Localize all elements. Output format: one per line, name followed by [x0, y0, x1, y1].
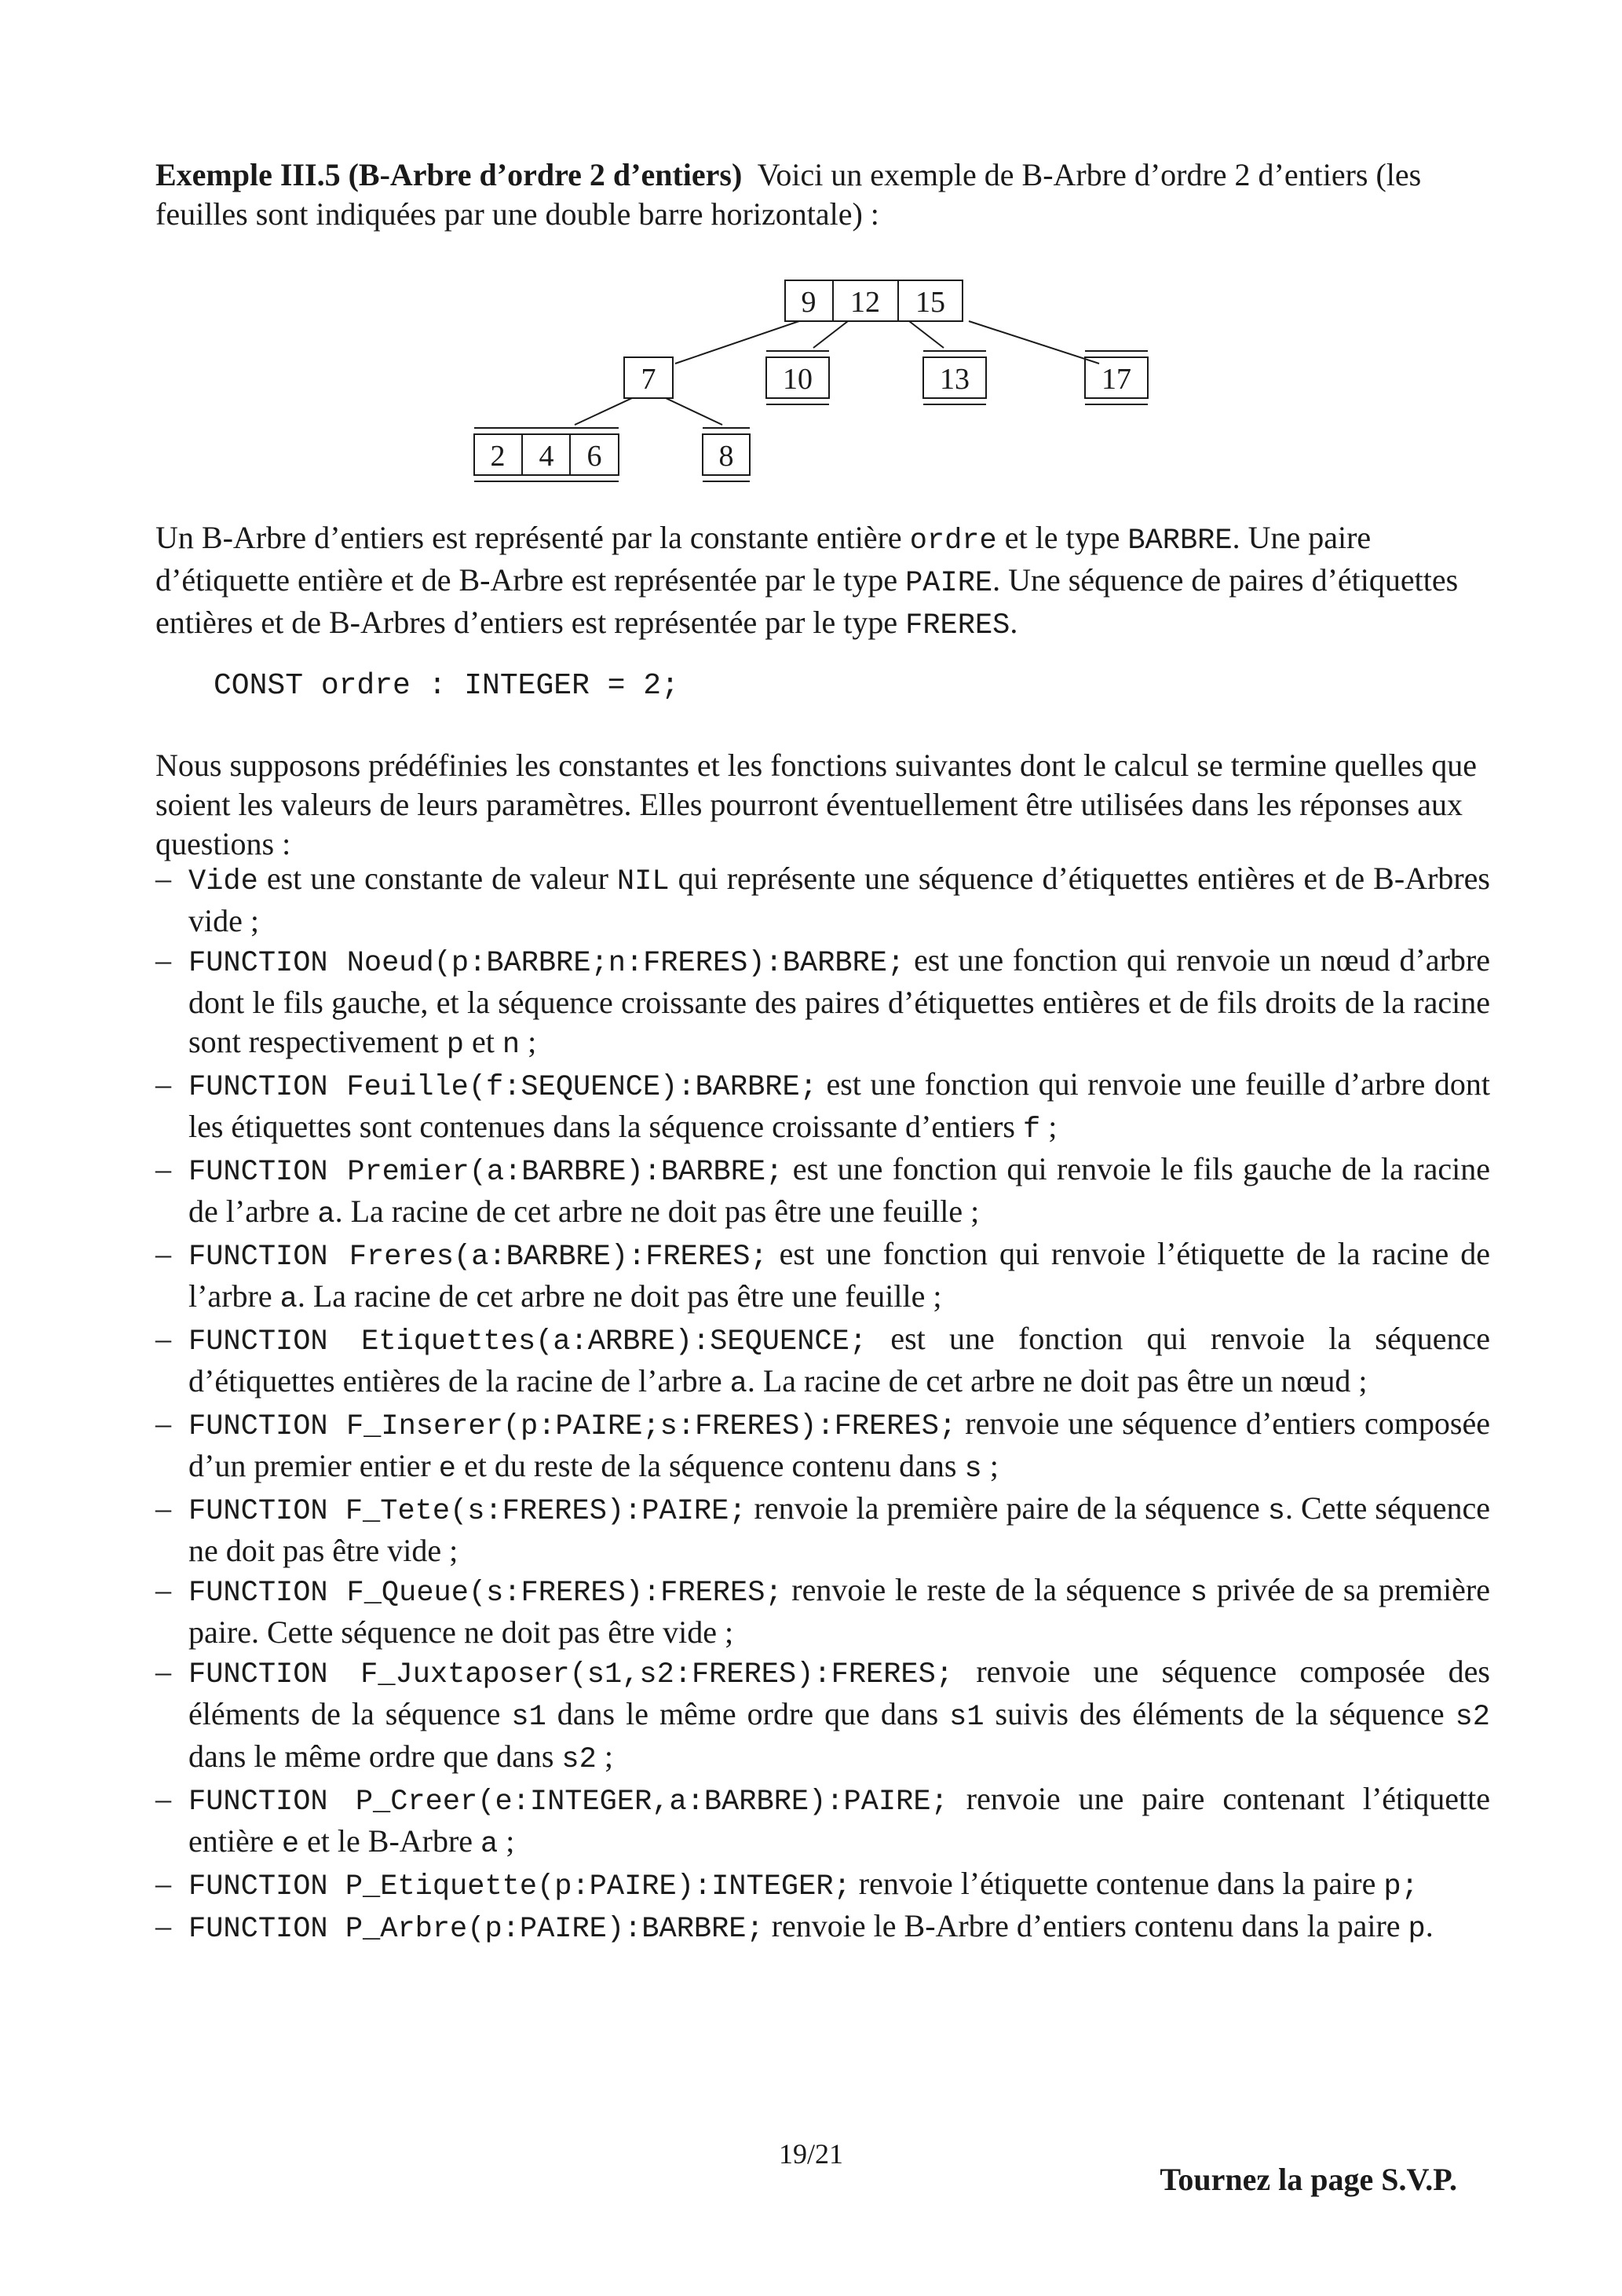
def-f-juxtaposer: – FUNCTION F_Juxtaposer(s1,s2:FRERES):FRERES; renvoie une séquence composée des éléments de la séquence s1 dans le même ordre que dans s1 suivis des éléments de la séquence s2 dans le même ordre que dans s2 ;: [155, 1652, 1490, 1779]
root-key-0: 9: [801, 286, 816, 319]
leaf-8-key: 8: [718, 440, 734, 473]
intro-code-ordre: ordre: [909, 525, 997, 558]
intro-text-4: . Une séquence de paires d’étiquettes entières et de B-Arbres d’entiers est représentée par le type: [155, 562, 1459, 640]
leaf-246-key-0: 2: [490, 440, 506, 473]
def-f-inserer: – FUNCTION F_Inserer(p:PAIRE;s:FRERES):FRERES; renvoie une séquence d’entiers composée d’un premier entier e et du reste de la séquence contenu dans s ;: [155, 1404, 1490, 1489]
edge-root-17: [969, 321, 1099, 364]
leaf-8: [703, 428, 750, 481]
assumptions-paragraph: Nous supposons prédéfinies les constantes et les fonctions suivantes dont le calcul se termine quelles que soient les valeurs de leurs paramètres. Elles pourront éventuellement être utilisées dans les réponses aux questions :: [155, 748, 1477, 861]
def-feuille: – FUNCTION Feuille(f:SEQUENCE):BARBRE; est une fonction qui renvoie une feuille d’arbre dont les étiquettes sont contenues dans la séquence croissante d’entiers f ;: [155, 1065, 1490, 1150]
leaf-13-key: 13: [940, 363, 970, 396]
def-f-queue: – FUNCTION F_Queue(s:FRERES):FRERES; renvoie le reste de la séquence s privée de sa première paire. Cette séquence ne doit pas être vide ;: [155, 1570, 1490, 1652]
example-label: Exemple III.5 (B-Arbre d’ordre 2 d’entiers): [155, 157, 743, 192]
intro-code-paire: PAIRE: [905, 567, 993, 600]
leaf-246-key-2: 6: [586, 440, 602, 473]
intro-text-2: et le type: [996, 520, 1128, 555]
leaf-17: [1085, 351, 1148, 404]
root-key-2: 15: [915, 286, 945, 319]
intro-code-freres: FRERES: [905, 609, 1010, 642]
example-text: Voici un exemple de B-Arbre d’ordre 2 d’entiers (les feuilles sont indiquées par une double barre horizontale) :: [155, 157, 1422, 232]
const-declaration: CONST ordre : INTEGER = 2;: [214, 669, 679, 703]
node-7: [624, 357, 673, 398]
root-key-1: 12: [850, 286, 880, 319]
root-node: [785, 280, 963, 321]
turn-page-note: Tournez la page S.V.P.: [1160, 2162, 1457, 2197]
example-paragraph: [155, 155, 1490, 234]
def-noeud: – FUNCTION Noeud(p:BARBRE;n:FRERES):BARBRE; est une fonction qui renvoie un nœud d’arbre dont le fils gauche, et la séquence croissante des paires d’étiquettes entières et de fils droits de la racine sont respectivement p et n ;: [155, 941, 1490, 1065]
intro-code-barbre: BARBRE: [1127, 525, 1233, 558]
leaf-17-key: 17: [1101, 363, 1131, 396]
node-7-key: 7: [641, 363, 656, 396]
def-etiquettes: – FUNCTION Etiquettes(a:ARBRE):SEQUENCE; est une fonction qui renvoie la séquence d’étiquettes entières de la racine de l’arbre a. La racine de cet arbre ne doit pas être un nœud ;: [155, 1319, 1490, 1404]
edge-7-8: [666, 398, 722, 425]
leaf-10: [766, 351, 829, 404]
def-p-creer: – FUNCTION P_Creer(e:INTEGER,a:BARBRE):PAIRE; renvoie une paire contenant l’étiquette entière e et le B-Arbre a ;: [155, 1779, 1490, 1864]
def-premier: – FUNCTION Premier(a:BARBRE):BARBRE; est une fonction qui renvoie le fils gauche de la racine de l’arbre a. La racine de cet arbre ne doit pas être une feuille ;: [155, 1150, 1490, 1234]
edge-root-13: [909, 321, 944, 348]
edge-root-10: [813, 321, 848, 348]
function-definitions-list: [155, 859, 1490, 1949]
def-p-etiquette: – FUNCTION P_Etiquette(p:PAIRE):INTEGER; renvoie l’étiquette contenue dans la paire p;: [155, 1864, 1490, 1907]
intro-paragraph: [155, 518, 1490, 645]
leaf-246-key-1: 4: [539, 440, 554, 473]
intro-text-3: . Une paire d’étiquette entière et de B-Arbre est représentée par le type: [155, 520, 1372, 598]
intro-text-1: Un B-Arbre d’entiers est représenté par la constante entière: [155, 520, 910, 555]
leaf-10-key: 10: [783, 363, 813, 396]
def-f-tete: – FUNCTION F_Tete(s:FRERES):PAIRE; renvoie la première paire de la séquence s. Cette séquence ne doit pas être vide ;: [155, 1489, 1490, 1570]
edge-7-246: [575, 398, 632, 425]
leaf-13: [923, 351, 986, 404]
leaf-2-4-6: [474, 428, 619, 481]
intro-text-5: .: [1010, 605, 1018, 640]
def-freres: – FUNCTION Freres(a:BARBRE):FRERES; est une fonction qui renvoie l’étiquette de la racine de l’arbre a. La racine de cet arbre ne doit pas être une feuille ;: [155, 1234, 1490, 1319]
def-vide: – Vide est une constante de valeur NIL qui représente une séquence d’étiquettes entières et de B-Arbres vide ;: [155, 859, 1490, 941]
def-p-arbre: – FUNCTION P_Arbre(p:PAIRE):BARBRE; renvoie le B-Arbre d’entiers contenu dans la paire p.: [155, 1907, 1490, 1949]
page-number: 19/21: [778, 2138, 843, 2170]
b-tree-diagram: [463, 271, 1170, 491]
